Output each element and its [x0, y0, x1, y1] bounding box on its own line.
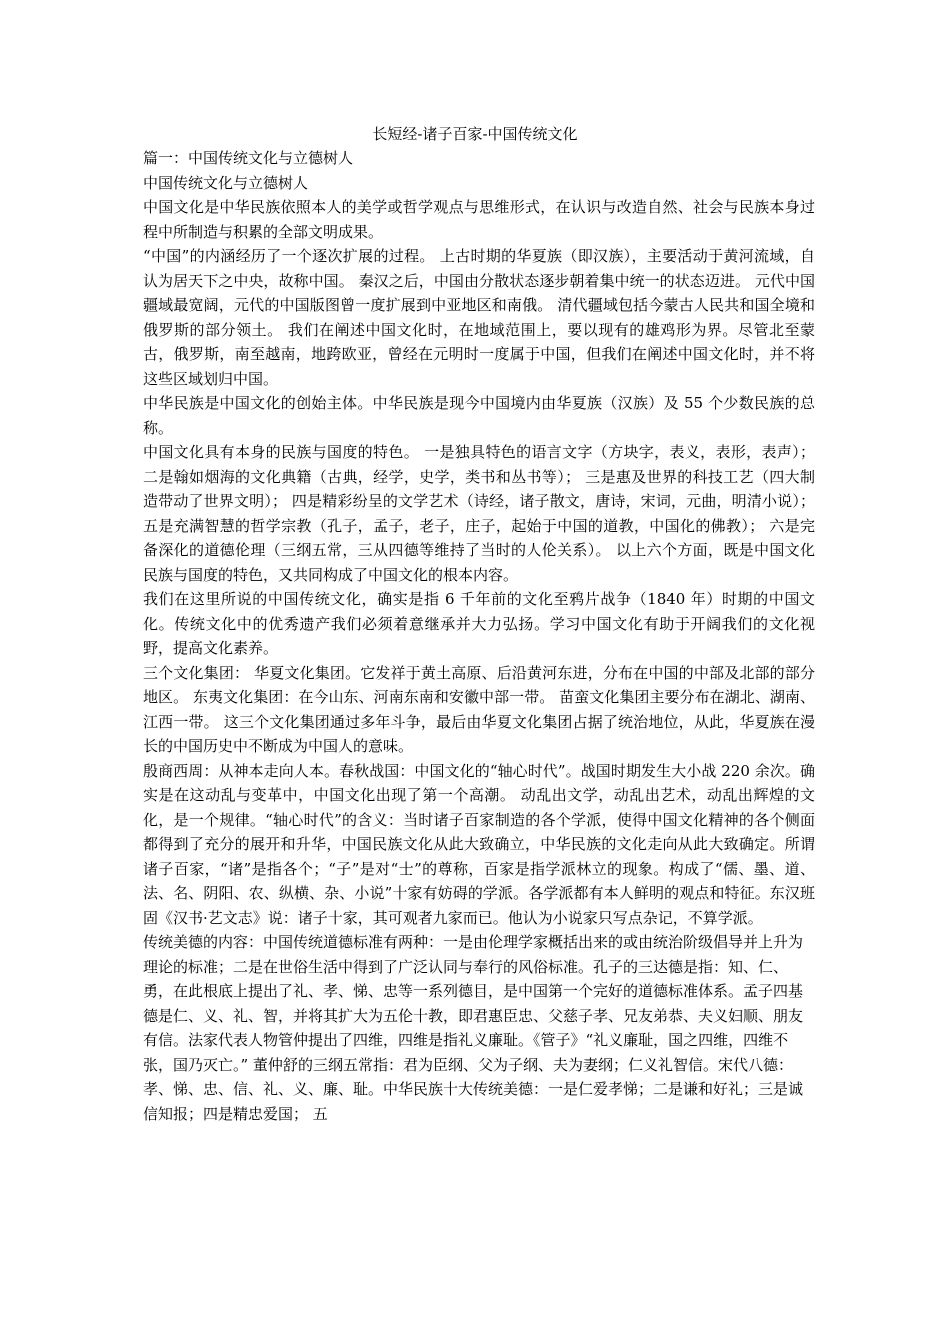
- paragraph: “中国”的内涵经历了一个逐次扩展的过程。 上古时期的华夏族（即汉族），主要活动于黄河流域，自认为居天下之中央，故称中国。 秦汉之后，中国由分散状态逐步朝着集中统一的状态迈进。 元代中国疆域最宽阔，元代的中国版图曾一度扩展到中亚地区和南俄。 清代疆域包括今蒙古人民共和国全境和俄罗斯的部分领土。 我们在阐述中国文化时，在地域范围上，要以现有的雄鸡形为界。尽管北至蒙古，俄罗斯，南至越南，地跨欧亚，曾经在元明时一度属于中国，但我们在阐述中国文化时，并不将这些区域划归中国。: [143, 247, 815, 388]
- paragraph: 中华民族是中国文化的创始主体。中华民族是现今中国境内由华夏族（汉族）及 55 个少数民族的总称。: [143, 394, 815, 437]
- paragraph: 传统美德的内容：中国传统道德标准有两种：一是由伦理学家概括出来的或由统治阶级倡导并上升为理论的标准；二是在世俗生活中得到了广泛认同与奉行的风俗标准。孔子的三达德是指：知、仁、勇，在此根底上提出了礼、孝、悌、忠等一系列德目，是中国第一个完好的道德标准体系。孟子四基德是仁、义、礼、智，并将其扩大为五伦十教，即君惠臣忠、父慈子孝、兄友弟恭、夫义妇顺、朋友有信。法家代表人物管仲提出了四维，四维是指礼义廉耻。《管子》“礼义廉耻，国之四维，四维不张，国乃灭亡。” 董仲舒的三纲五常指：君为臣纲、父为子纲、夫为妻纲；仁义礼智信。宋代八德：孝、悌、忠、信、礼、义、廉、耻。中华民族十大传统美德：一是仁爱孝悌；二是谦和好礼；三是诚信知报；四是精忠爱国； 五: [143, 933, 804, 1123]
- paragraph: 我们在这里所说的中国传统文化，确实是指 6 千年前的文化至鸦片战争（1840 年）时期的中国文化。传统文化中的优秀遗产我们必须着意继承并大力弘扬。学习中国文化有助于开阔我们的文化视野，提高文化素养。: [143, 590, 815, 657]
- paragraph: 殷商西周：从神本走向人本。春秋战国：中国文化的“轴心时代”。战国时期发生大小战 220 余次。确实是在这动乱与变革中，中国文化出现了第一个高潮。 动乱出文学，动乱出艺术，动乱出辉煌的文化，是一个规律。“轴心时代”的含义：当时诸子百家制造的各个学派，使得中国文化精神的各个侧面都得到了充分的展开和升华，中国民族文化从此大致确立，中华民族的文化走向从此大致确定。所谓诸子百家，“诸”是指各个；“子”是对“士”的尊称，百家是指学派林立的现象。构成了“儒、墨、道、法、名、阴阳、农、纵横、杂、小说”十家有妨碍的学派。各学派都有本人鲜明的观点和特征。东汉班固《汉书·艺文志》说：诸子十家，其可观者九家而已。他认为小说家只写点杂记，不算学派。: [143, 761, 815, 927]
- paragraph: 中国文化是中华民族依照本人的美学或哲学观点与思维形式，在认识与改造自然、社会与民族本身过程中所制造与积累的全部文明成果。: [143, 198, 815, 241]
- document-body: [143, 146, 815, 1126]
- article-title: 中国传统文化与立德树人: [143, 173, 309, 192]
- document-title: 长短经-诸子百家-中国传统文化: [372, 125, 578, 143]
- paragraph: 中国文化具有本身的民族与国度的特色。 一是独具特色的语言文字（方块字，表义，表形，表声）； 二是翰如烟海的文化典籍（古典，经学，史学，类书和丛书等）； 三是惠及世界的科技工艺（四大制造带动了世界文明）； 四是精彩纷呈的文学艺术（诗经，诸子散文，唐诗，宋词，元曲，明清小说）； 五是充满智慧的哲学宗教（孔子，孟子，老子，庄子，起始于中国的道教，中国化的佛教）； 六是完备深化的道德伦理（三纲五常，三从四德等维持了当时的人伦关系）。 以上六个方面，既是中国文化民族与国度的特色，又共同构成了中国文化的根本内容。: [143, 443, 815, 584]
- paragraph: 三个文化集团： 华夏文化集团。它发祥于黄土高原、后沿黄河东进，分布在中国的中部及北部的部分地区。 东夷文化集团：在今山东、河南东南和安徽中部一带。 苗蛮文化集团主要分布在湖北、湖南、江西一带。 这三个文化集团通过多年斗争，最后由华夏文化集团占据了统治地位，从此，华夏族在漫长的中国历史中不断成为中国人的意味。: [143, 663, 815, 755]
- section-heading: 篇一：中国传统文化与立德树人: [143, 149, 354, 167]
